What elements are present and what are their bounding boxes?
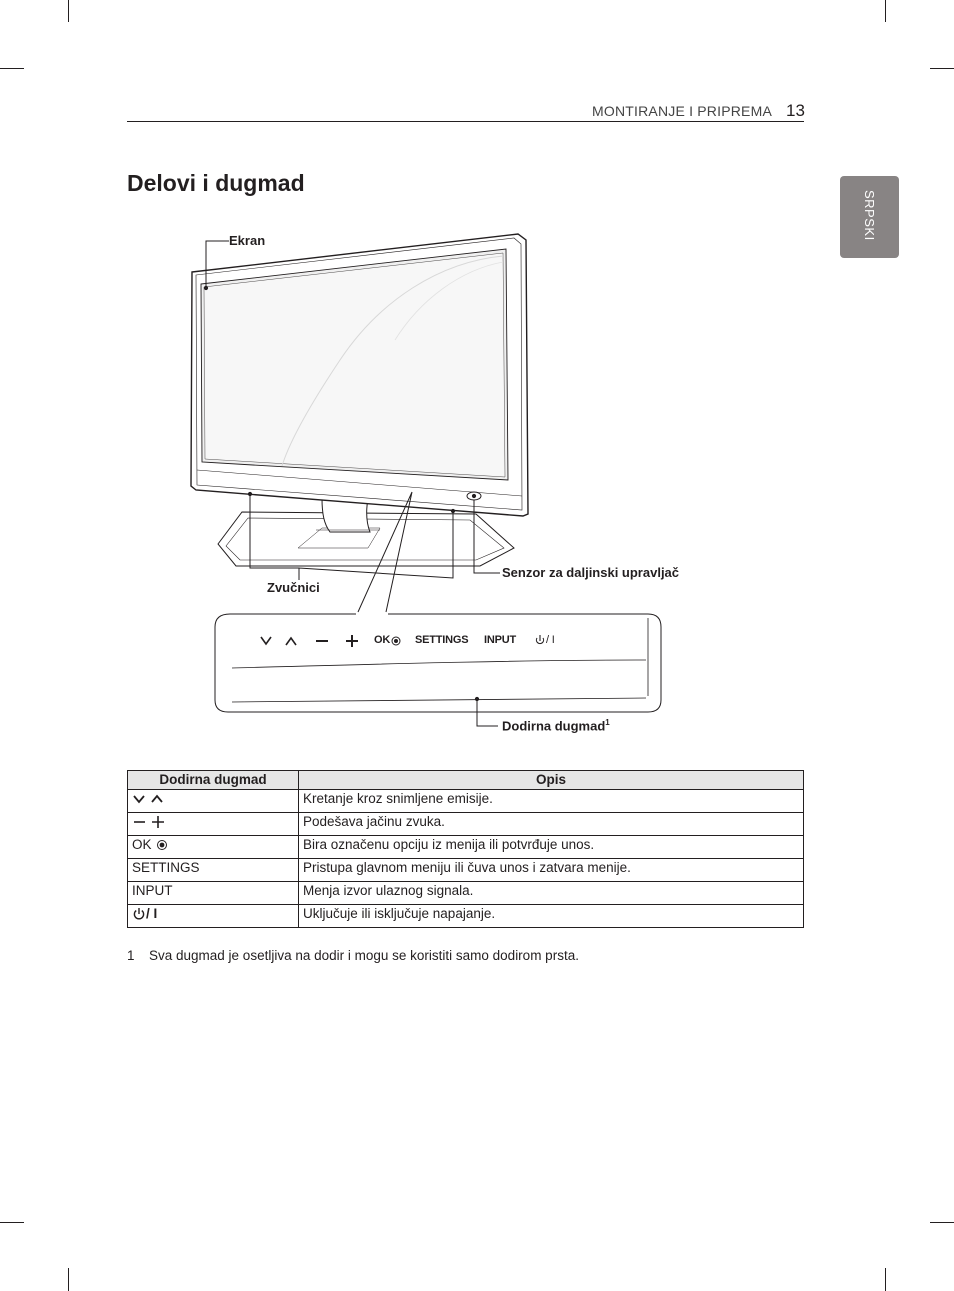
table-row xyxy=(128,859,804,882)
footnote xyxy=(127,948,579,963)
crop-mark xyxy=(0,1222,24,1223)
plus-icon xyxy=(346,635,358,647)
table-cell-button xyxy=(128,790,299,813)
crop-mark xyxy=(68,1268,69,1291)
table-header-button: Dodirna dugmad xyxy=(128,771,299,790)
up-arrow-icon xyxy=(286,638,296,645)
minus-plus-icon xyxy=(132,815,168,829)
table-cell-button xyxy=(128,813,299,836)
table-header-description: Opis xyxy=(299,771,804,790)
buttons-table xyxy=(127,770,804,928)
table-cell-button xyxy=(128,836,299,859)
page-number: 13 xyxy=(786,101,805,120)
footnote-ref: 1 xyxy=(605,718,610,727)
label-touch-buttons-text: Dodirna dugmad xyxy=(502,718,606,734)
footnote-number: 1 xyxy=(127,948,135,963)
table-cell-button-text: OK xyxy=(132,837,152,852)
table-cell-description: Uključuje ili isključuje napajanje. xyxy=(299,905,804,928)
table-cell-button: SETTINGS xyxy=(128,859,299,882)
table-cell-description: Pristupa glavnom meniju ili čuva unos i zatvara menije. xyxy=(299,859,804,882)
page-title: Delovi i dugmad xyxy=(127,170,305,196)
table-row xyxy=(128,836,804,859)
table-cell-description: Kretanje kroz snimljene emisije. xyxy=(299,790,804,813)
crop-mark xyxy=(930,1222,954,1223)
table-cell-description: Bira označenu opciju iz menija ili potvrđuje unos. xyxy=(299,836,804,859)
panel-power-label: / I xyxy=(546,634,555,646)
table-row xyxy=(128,882,804,905)
ok-dot-icon xyxy=(155,838,169,852)
label-screen: Ekran xyxy=(229,233,266,248)
power-icon xyxy=(132,907,146,921)
table-cell-button xyxy=(128,905,299,928)
table-header-row xyxy=(128,771,804,790)
panel-settings-label: SETTINGS xyxy=(415,634,469,646)
panel-ok-label: OK xyxy=(374,634,391,646)
label-speakers: Zvučnici xyxy=(267,580,320,595)
table-row xyxy=(128,813,804,836)
language-tab-label: SRPSKI xyxy=(862,190,877,241)
table-row xyxy=(128,905,804,928)
footnote-text: Sva dugmad je osetljiva na dodir i mogu se koristiti samo dodirom prsta. xyxy=(149,948,579,963)
table-row xyxy=(128,790,804,813)
crop-mark xyxy=(885,1268,886,1291)
down-up-arrows-icon xyxy=(132,792,168,806)
down-arrow-icon xyxy=(261,637,271,644)
table-cell-description: Podešava jačinu zvuka. xyxy=(299,813,804,836)
label-touch-buttons xyxy=(502,718,610,733)
label-remote-sensor: Senzor za daljinski upravljač xyxy=(502,565,680,580)
power-icon xyxy=(536,635,543,644)
running-header-section: MONTIRANJE I PRIPREMA xyxy=(592,103,772,119)
table-cell-button: INPUT xyxy=(128,882,299,905)
table-cell-button-text: / I xyxy=(146,906,158,921)
panel-input-label: INPUT xyxy=(484,634,517,646)
table-cell-description: Menja izvor ulaznog signala. xyxy=(299,882,804,905)
